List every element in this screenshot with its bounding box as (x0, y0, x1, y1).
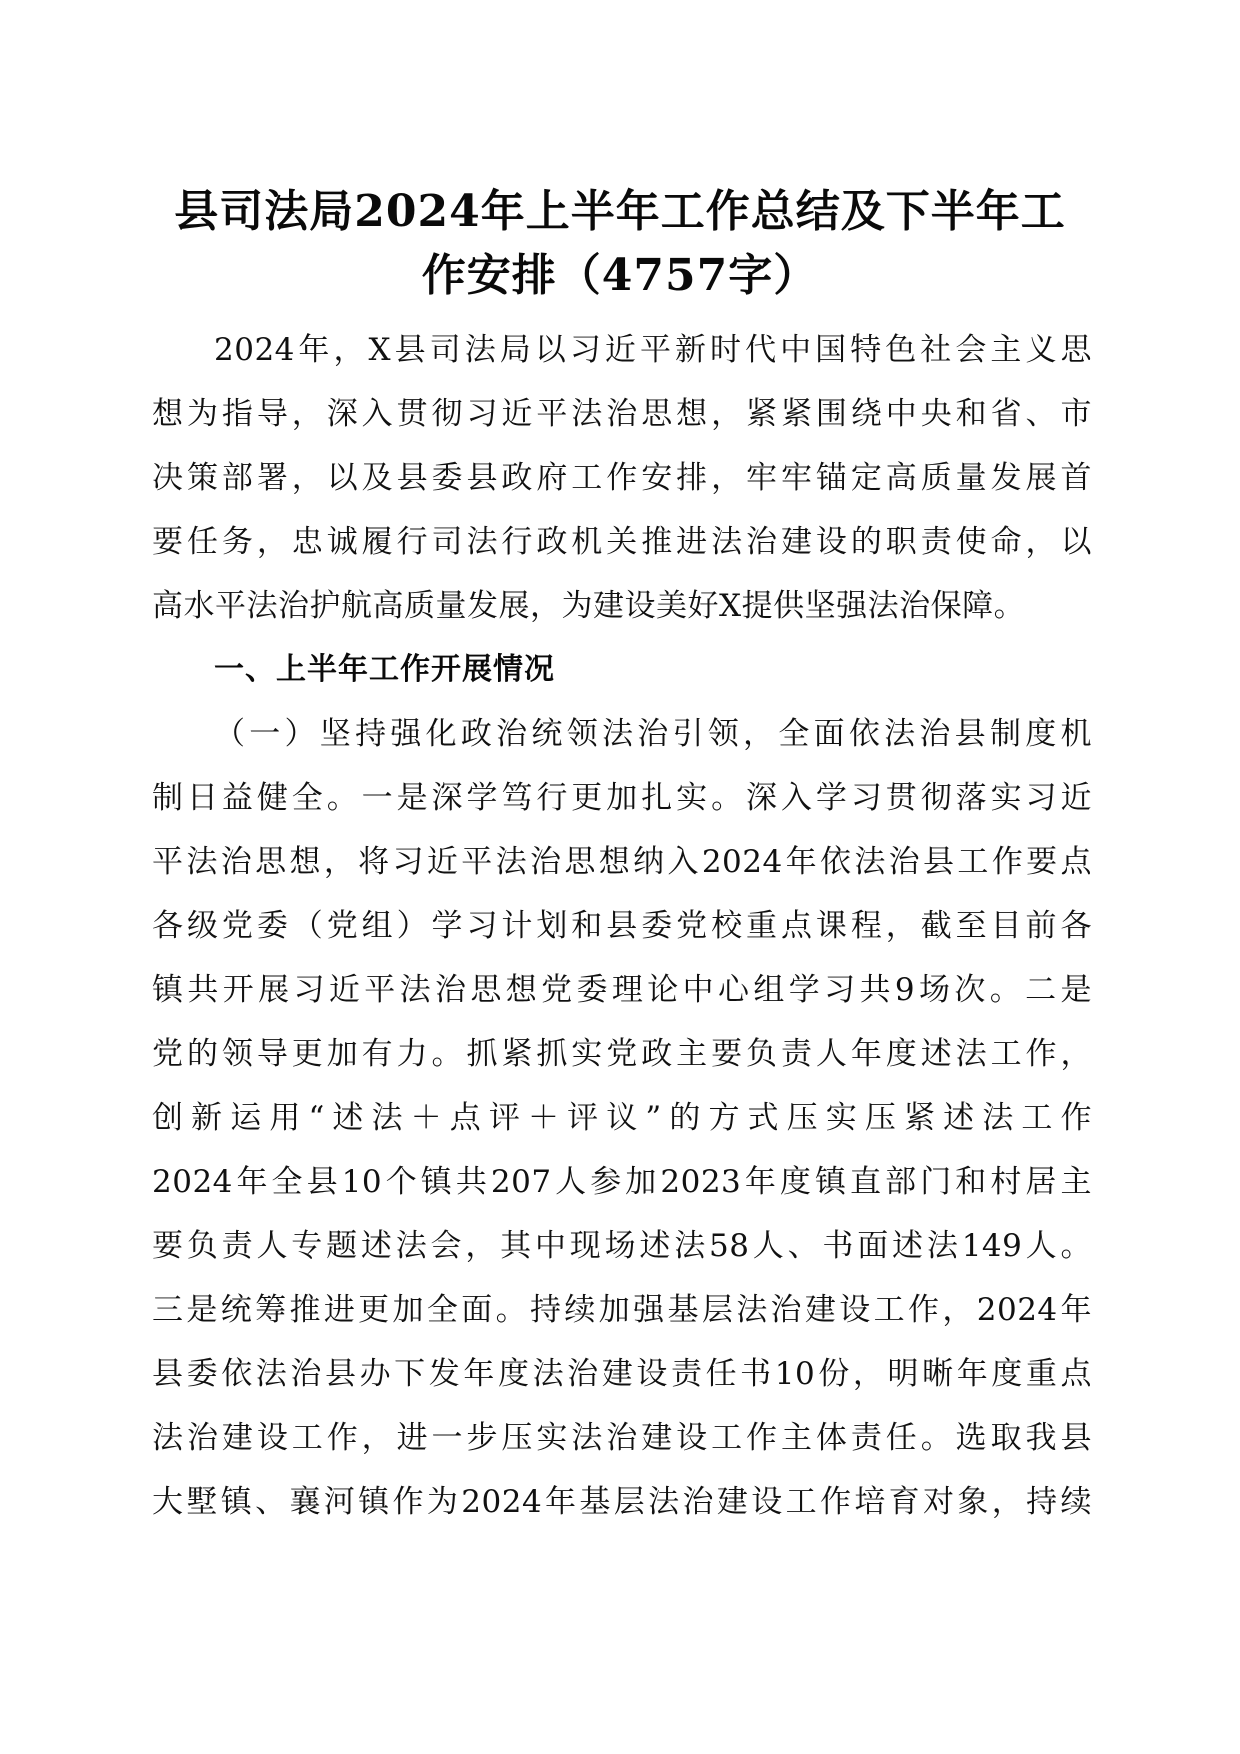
section-paragraph (152, 702, 1092, 1534)
section-line: 县委依法治县办下发年度法治建设责任书10份，明晰年度重点 (152, 1356, 1092, 1392)
intro-line: 要任务，忠诚履行司法行政机关推进法治建设的职责使命，以 (152, 524, 1092, 560)
section-line: 镇共开展习近平法治思想党委理论中心组学习共9场次。二是 (152, 972, 1092, 1008)
section-line: 2024年全县10个镇共207人参加2023年度镇直部门和村居主 (152, 1164, 1092, 1200)
section-line: 党的领导更加有力。抓紧抓实党政主要负责人年度述法工作， (152, 1036, 1092, 1072)
intro-line: 2024年，X县司法局以习近平新时代中国特色社会主义思 (214, 332, 1092, 368)
title-line-2: 作安排（4757字） (421, 250, 819, 301)
intro-line: 高水平法治护航高质量发展，为建设美好X提供坚强法治保障。 (152, 588, 1026, 624)
section-line: 创新运用“述法＋点评＋评议”的方式压实压紧述法工作 (152, 1100, 1092, 1136)
section-line: 平法治思想，将习近平法治思想纳入2024年依法治县工作要点 (152, 844, 1092, 880)
section-line: 三是统筹推进更加全面。持续加强基层法治建设工作，2024年 (152, 1292, 1092, 1328)
intro-paragraph (152, 318, 1092, 638)
section-line: 制日益健全。一是深学笃行更加扎实。深入学习贯彻落实习近 (152, 780, 1092, 816)
title-line-1: 县司法局2024年上半年工作总结及下半年工 (174, 186, 1066, 237)
section-line: 各级党委（党组）学习计划和县委党校重点课程，截至目前各 (152, 908, 1092, 944)
section-line: 法治建设工作，进一步压实法治建设工作主体责任。选取我县 (152, 1420, 1092, 1456)
intro-line: 决策部署，以及县委县政府工作安排，牢牢锚定高质量发展首 (152, 460, 1092, 496)
section-line: 要负责人专题述法会，其中现场述法58人、书面述法149人。 (152, 1228, 1092, 1264)
document-body (152, 318, 1092, 1534)
document-title (150, 180, 1090, 308)
intro-line: 想为指导，深入贯彻习近平法治思想，紧紧围绕中央和省、市 (152, 396, 1092, 432)
section-line: （一）坚持强化政治统领法治引领，全面依法治县制度机 (214, 716, 1092, 752)
section-line: 大墅镇、襄河镇作为2024年基层法治建设工作培育对象，持续 (152, 1484, 1092, 1520)
section-heading: 一、上半年工作开展情况 (214, 652, 555, 687)
